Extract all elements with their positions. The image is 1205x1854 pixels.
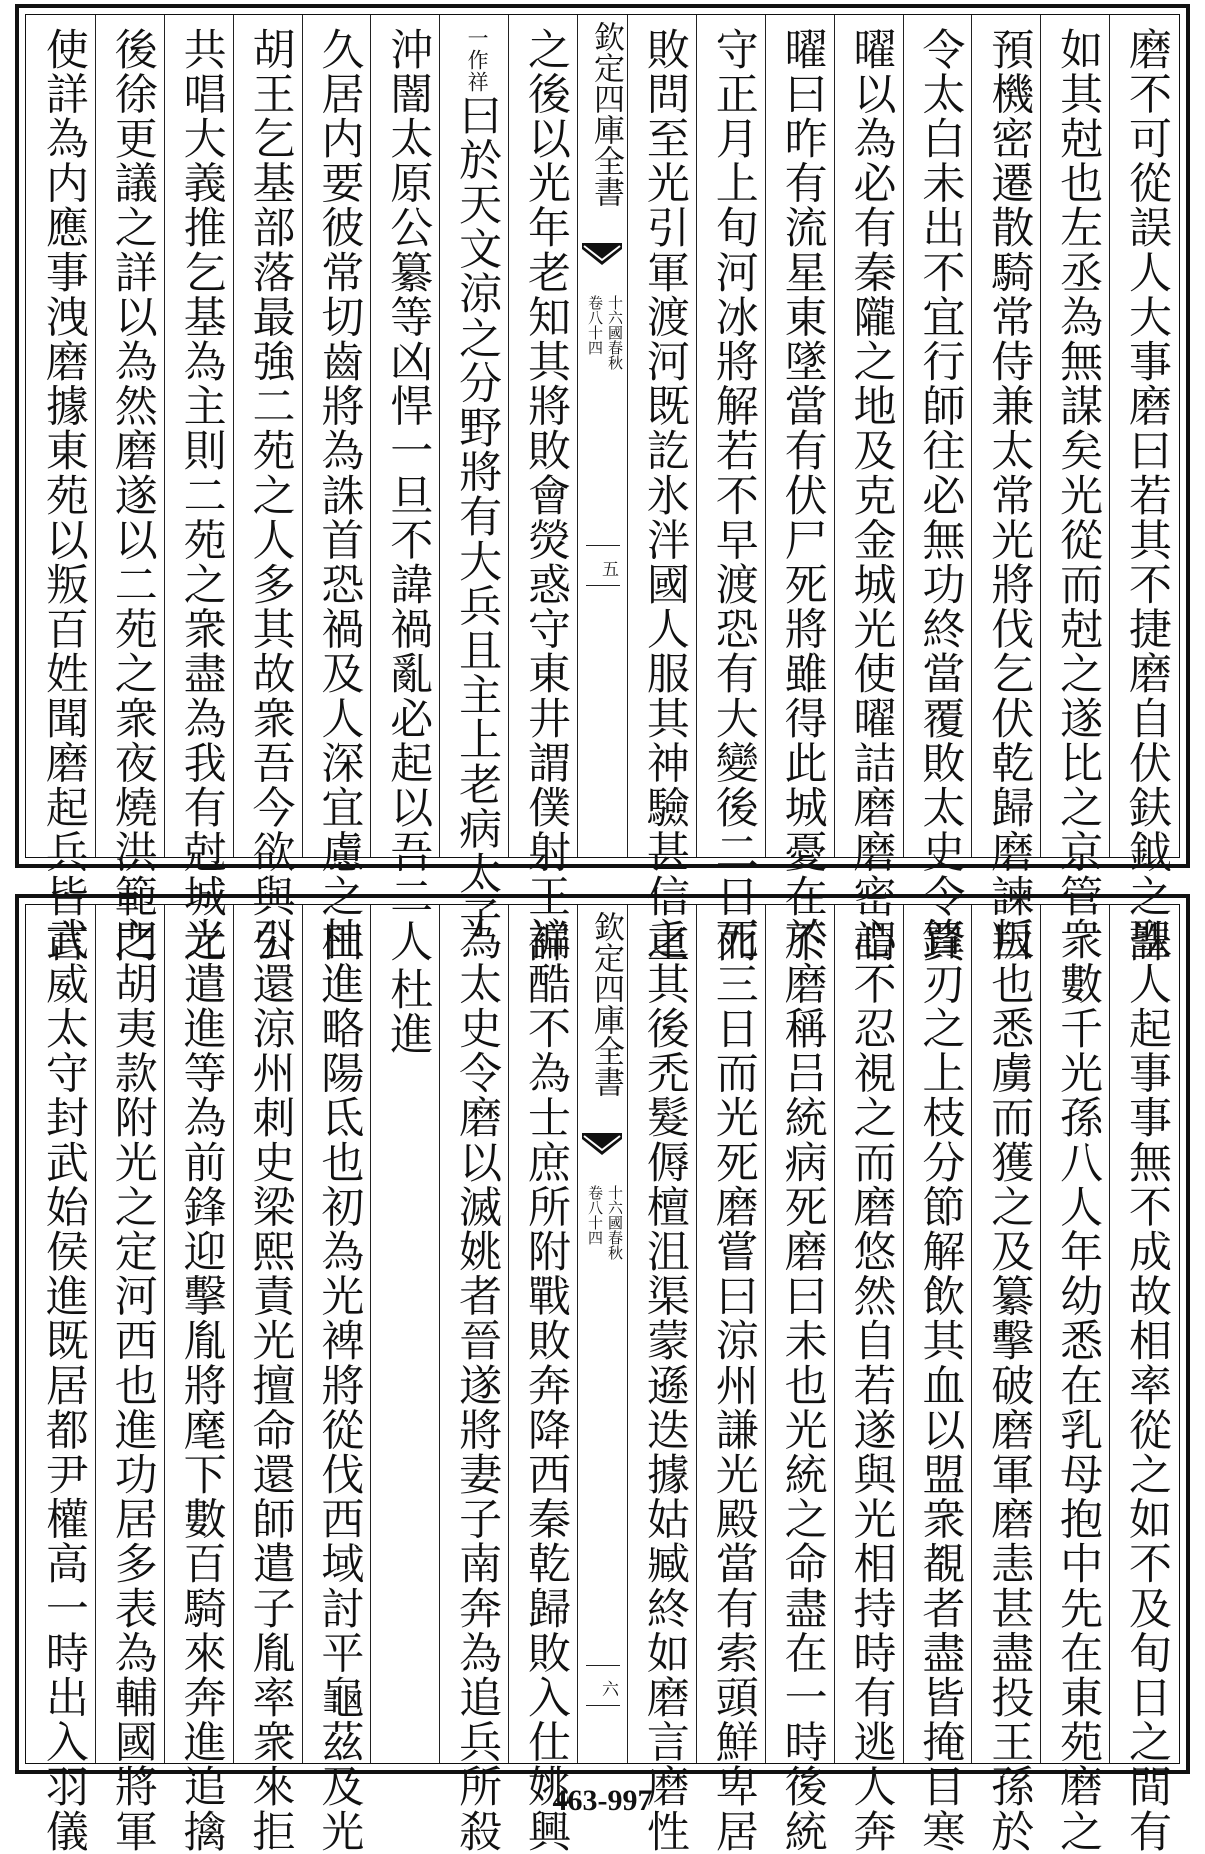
top-text-column (508, 15, 577, 964)
column-text: 鋒刃之上枝分節解飲其血以盟衆覩者盡皆掩目寒 (915, 917, 966, 1854)
top-text-column (233, 15, 302, 964)
column-text (440, 27, 508, 940)
column-text: 共唱大義推乞基為主則二苑之衆盡為我有尅城之 (176, 27, 227, 964)
top-page-text-frame (25, 14, 1180, 964)
bottom-text-column (903, 905, 972, 1854)
column-text: 褊酷不為士庶所附戰敗奔降西秦乾歸敗入仕姚興 (521, 917, 571, 1854)
column-text: 杜進略陽氐也初為光裨將從伐西域討平龜茲及光 (314, 917, 365, 1854)
column-text: 胡王乞基部落最強二苑之人多其故衆吾今欲與公 (245, 27, 296, 964)
column-text: 於磨稱吕統病死磨曰未也光統之命盡在一時後統 (777, 917, 828, 1854)
column-text: 杜進 (383, 967, 434, 1057)
page-number-rule-top (586, 545, 620, 546)
top-text-column (302, 15, 371, 964)
bottom-text-column (971, 905, 1040, 1854)
page-number-rule-top (586, 1665, 620, 1666)
bottom-text-column (627, 905, 696, 1854)
top-page (15, 4, 1190, 964)
top-text-column (439, 15, 508, 941)
column-text: 心不忍視之而磨悠然自若遂與光相持時有逃人奔 (846, 917, 897, 1854)
bottom-text-column (696, 905, 765, 1854)
fish-tail-mark-icon (580, 1133, 624, 1163)
page-footer-number: 463-997 (552, 1784, 653, 1817)
bottom-text-column (1109, 905, 1178, 1854)
top-text-column (26, 15, 95, 964)
top-text-column (971, 15, 1040, 964)
column-text: 後徐更議之詳以為然磨遂以二苑之衆夜燒洪範門 (107, 27, 158, 964)
column-text: 使詳為内應事洩磨據東苑以叛百姓聞磨起兵皆言 (38, 27, 89, 964)
column-text: 光遣進等為前鋒迎擊胤將麾下數百騎來奔進追擒 (176, 917, 227, 1854)
column-text: 叛也悉虜而獲之及纂擊破磨軍磨恚甚盡投王孫於 (984, 917, 1035, 1854)
bottom-text-column (1040, 905, 1109, 1854)
top-text-column (1040, 15, 1109, 919)
column-text: 如其尅也左丞為無謀矣光從而尅之遂比之京管 (1053, 27, 1104, 919)
bottom-text-column (95, 905, 164, 1854)
column-text: 沖闇太原公纂等凶悍一旦不諱禍亂必起以吾二人 (383, 27, 434, 964)
volume-number: 卷八十四 (586, 295, 604, 355)
top-text-column (164, 15, 233, 964)
bottom-text-column (233, 905, 302, 1854)
bottom-text-column (164, 905, 233, 1854)
top-center-gutter (577, 15, 627, 857)
bottom-text-column (370, 905, 439, 1763)
column-text: 死三日而光死磨嘗曰涼州謙光殿當有索頭鮮卑居 (708, 917, 759, 1854)
volume-number: 卷八十四 (586, 1185, 604, 1245)
fish-tail-mark-icon (580, 243, 624, 273)
top-text-column (95, 15, 164, 964)
column-main-text: 曰於天文涼之分野將有大兵且主上老病太子 (452, 93, 503, 941)
bottom-text-column (765, 905, 834, 1854)
book-title: 欽定四庫全書 (588, 21, 624, 207)
column-text: 武威太守封武始侯進既居都尹權高一時出入羽儀 (38, 917, 89, 1854)
column-text: 久居内要彼常切齒將為誅首恐禍及人深宜慮之田 (314, 27, 365, 964)
top-text-column (903, 15, 972, 964)
column-text: 敗問至光引軍渡河既訖氷泮國人服其神驗甚信重 (639, 27, 690, 964)
top-text-column (834, 15, 903, 964)
top-text-column (627, 15, 696, 964)
column-text: 曜以為必有秦隴之地及克金城光使曜詰磨磨密謂 (846, 27, 897, 964)
bottom-text-column (439, 905, 508, 1854)
column-text: 之胡夷款附光之定河西也進功居多表為輔國將軍 (107, 917, 158, 1854)
column-text: 令太白未出不宜行師往必無功終當覆敗太史令賈 (915, 27, 966, 964)
bottom-text-column (26, 905, 95, 1854)
column-text: 磨不可從誤人大事磨曰若其不捷磨自伏鈇鉞之誅 (1122, 27, 1172, 964)
page-number-rule-bottom (586, 585, 620, 586)
bottom-text-column (302, 905, 371, 1854)
column-text: 曜曰昨有流星東墜當有伏尸死將雖得此城憂在不 (777, 27, 828, 964)
column-text: 聖人起事事無不成故相率從之如不及旬日之間有 (1122, 917, 1172, 1854)
bottom-center-gutter (577, 905, 627, 1763)
column-text: 引還涼州刺史梁熙責光擅命還師遣子胤率衆來拒 (245, 917, 296, 1854)
top-text-column (1109, 15, 1178, 964)
column-text: 為太史令磨以滅姚者晉遂將妻子南奔為追兵所殺 (452, 917, 503, 1854)
bottom-text-column (508, 905, 577, 1854)
page-number: 五 (598, 560, 618, 577)
interlinear-note: 一作祥 (465, 27, 490, 93)
column-text: 預機密遷散騎常侍兼太常光將伐乞伏乾歸磨諫曰 (984, 27, 1035, 964)
column-text: 守正月上旬河冰將解若不早渡恐有大變後二日而 (708, 27, 759, 964)
volume-title: 十六國春秋 (606, 1185, 624, 1260)
top-text-column (696, 15, 765, 964)
top-text-column (765, 15, 834, 964)
volume-title: 十六國春秋 (606, 295, 624, 370)
column-text: 衆數千光孫八人年幼悉在乳母抱中先在東苑磨之 (1053, 917, 1104, 1854)
column-text: 之後以光年老知其將敗會熒惑守東井謂僕射王詳 (521, 27, 571, 964)
page-number: 六 (598, 1680, 618, 1697)
page-number-rule-bottom (586, 1705, 620, 1706)
book-title: 欽定四庫全書 (588, 911, 624, 1097)
top-text-column (370, 15, 439, 964)
column-text: 之其後禿髮傉檀沮渠蒙遜迭據姑臧終如磨言磨性 (639, 917, 690, 1854)
bottom-text-column (834, 905, 903, 1854)
